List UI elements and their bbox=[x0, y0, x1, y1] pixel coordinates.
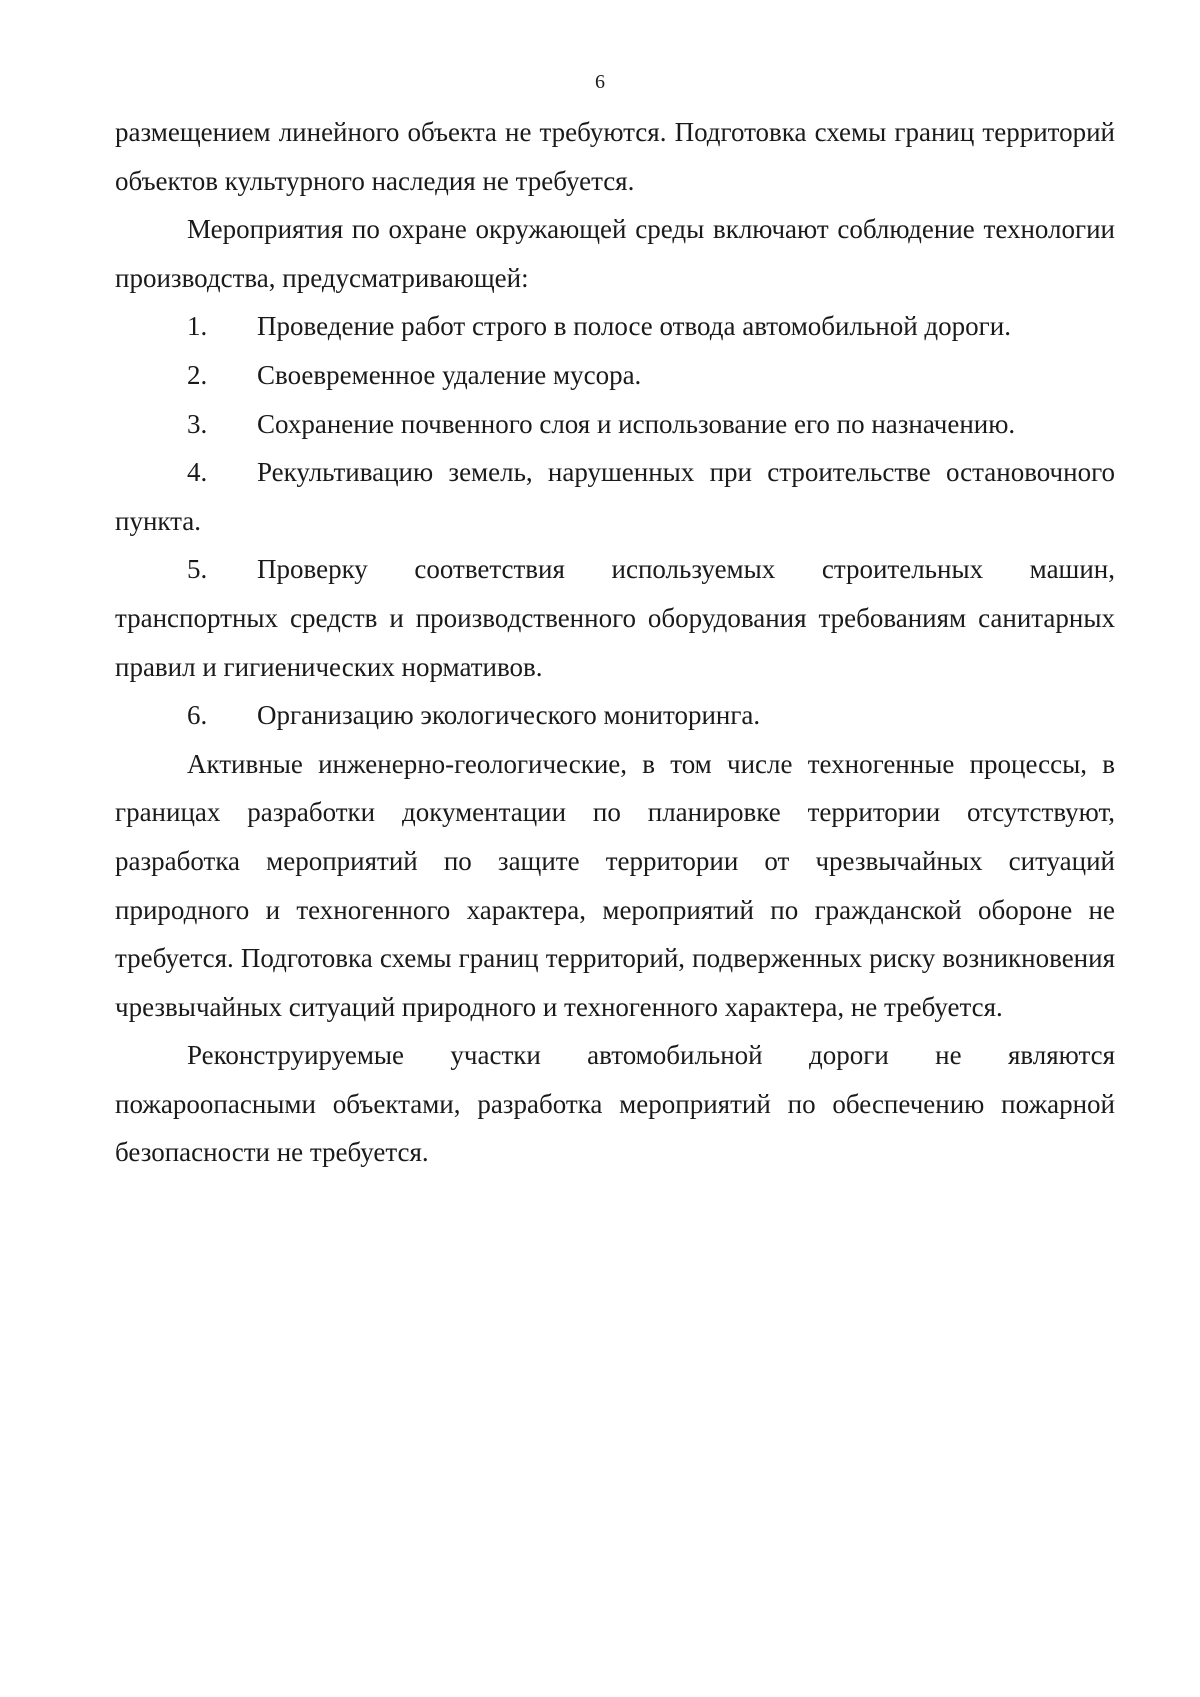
list-item bbox=[115, 545, 1115, 691]
paragraph-fire-safety: Реконструируемые участки автомобильной дороги не являются пожароопасными объектами, разработка мероприятий по обеспечению пожарной безопасности не требуется. bbox=[115, 1040, 1115, 1168]
list-item-number: 3. bbox=[187, 408, 208, 439]
list-item-number: 4. bbox=[187, 457, 208, 488]
list-item-number: 6. bbox=[187, 700, 208, 731]
paragraph-geological-processes: Активные инженерно-геологические, в том числе техногенные процессы, в границах разработки документации по планировке территории отсутствуют, разработка мероприятий по защите территории от чрезвычайных ситуаций природного и техногенного характера, мероприятий по гражданской обороне не требуется. Подготовка схемы границ территорий, подверженных риску возникновения чрезвычайных ситуаций природного и техногенного характера, не требуется. bbox=[115, 748, 1115, 1022]
list-item-text: Организацию экологического мониторинга. bbox=[257, 700, 761, 731]
list-item-text: Рекультивацию земель, нарушенных при строительстве остановочного пункта. bbox=[115, 457, 1115, 536]
paragraph-continuation: размещением линейного объекта не требуются. Подготовка схемы границ территорий объектов культурного наследия не требуется. bbox=[115, 117, 1115, 196]
list-item-text: Сохранение почвенного слоя и использование его по назначению. bbox=[257, 408, 1016, 439]
list-item bbox=[115, 691, 1115, 740]
document-body bbox=[115, 108, 1115, 1177]
list-item-text: Своевременное удаление мусора. bbox=[257, 359, 642, 390]
page-number: 6 bbox=[595, 71, 605, 93]
list-item bbox=[115, 302, 1115, 351]
paragraph-environment-measures: Мероприятия по охране окружающей среды включают соблюдение технологии производства, предусматривающей: bbox=[115, 214, 1115, 293]
list-item-number: 2. bbox=[187, 359, 208, 390]
list-item bbox=[115, 400, 1115, 449]
list-item-number: 5. bbox=[187, 554, 208, 585]
list-item bbox=[115, 351, 1115, 400]
list-item-text: Проверку соответствия используемых строительных машин, транспортных средств и производственного оборудования требованиям санитарных правил и гигиенических нормативов. bbox=[115, 554, 1115, 682]
list-item bbox=[115, 448, 1115, 545]
list-item-text: Проведение работ строго в полосе отвода автомобильной дороги. bbox=[257, 311, 1011, 342]
list-item-number: 1. bbox=[187, 311, 208, 342]
